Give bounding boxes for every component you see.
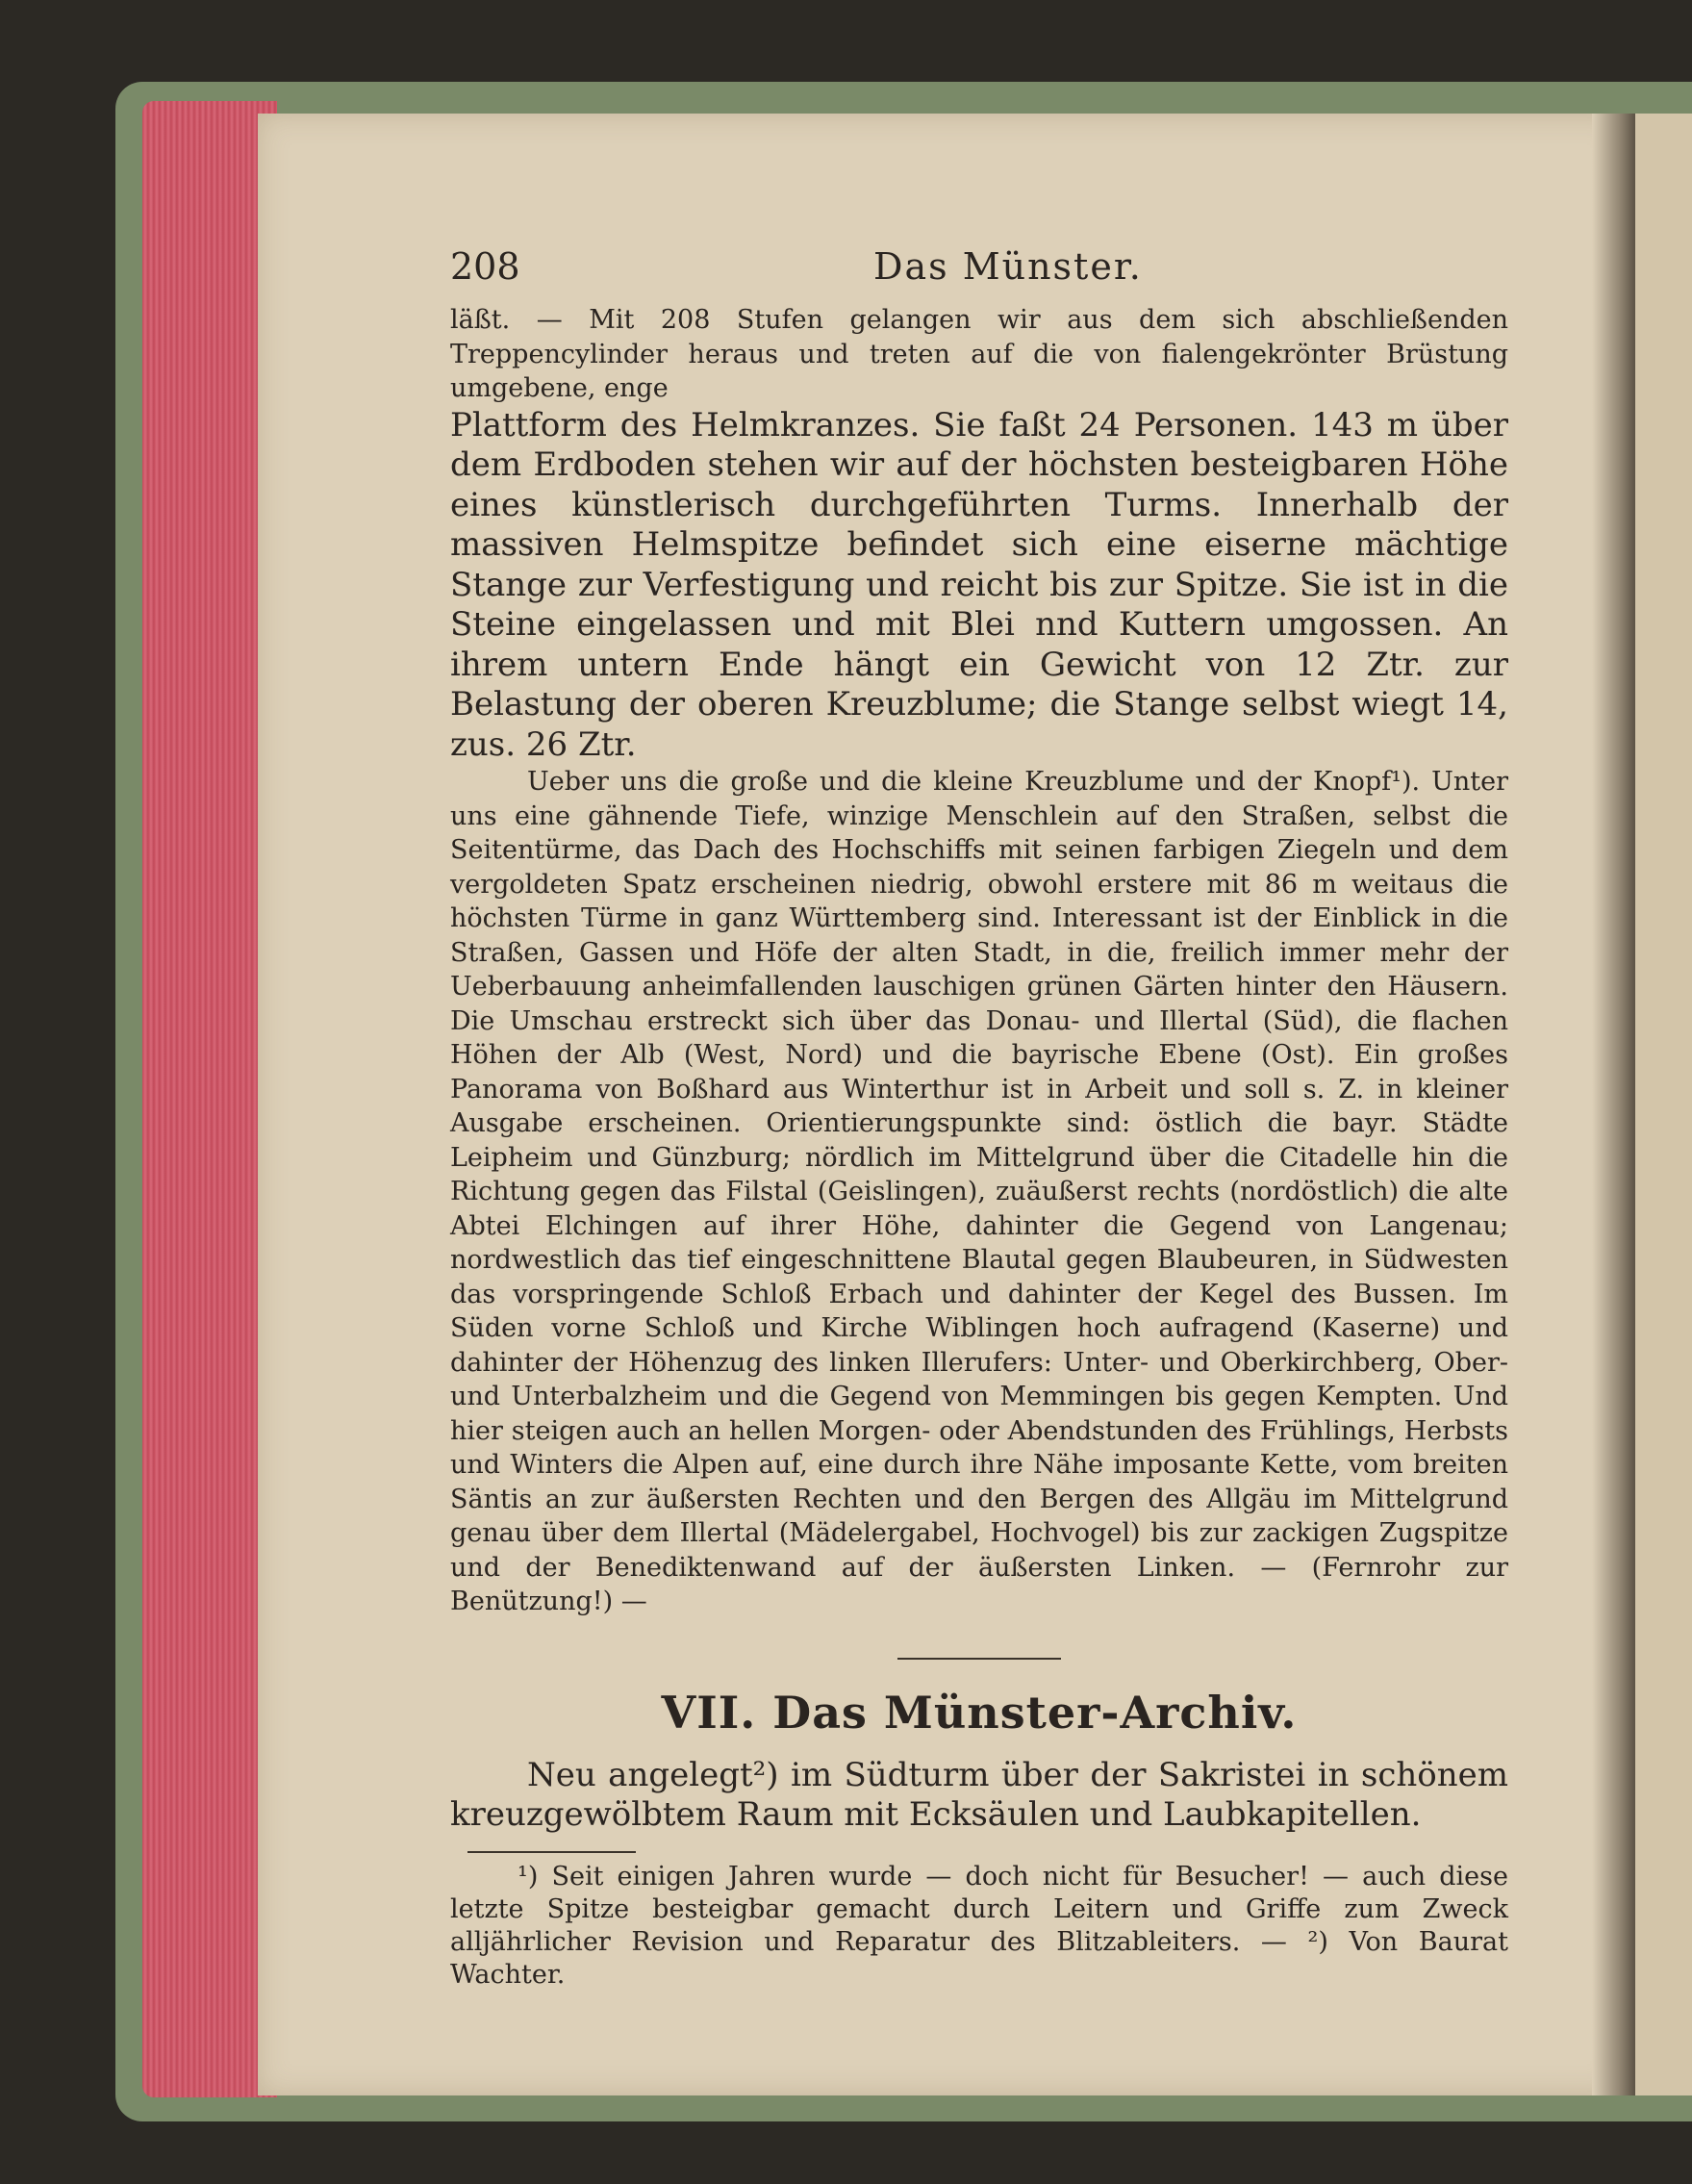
page-edges [142, 101, 277, 2097]
book-gutter [1592, 114, 1640, 2095]
page-header [450, 245, 1508, 303]
section-paragraph: Neu angelegt²) im Südturm über der Sakristei in schönem kreuzgewölbtem Raum mit Ecksäulen und Laubkapitellen. [450, 1755, 1508, 1834]
footnote-divider [467, 1851, 636, 1853]
facing-page-edge [1635, 114, 1692, 2095]
page-text-block [450, 245, 1508, 1992]
body-paragraph-1: läßt. — Mit 208 Stufen gelangen wir aus dem sich abschließenden Treppencylinder heraus und treten auf die von fialengekrönter Brüstung umgebene, enge [450, 305, 1508, 403]
section-heading: VII. Das Münster-Archiv. [661, 1686, 1298, 1739]
section-divider [897, 1658, 1061, 1660]
page-number: 208 [450, 245, 520, 288]
body-paragraph-2: Plattform des Helmkranzes. Sie faßt 24 Personen. 143 m über dem Erdboden stehen wir auf der höchsten besteigbaren Höhe eines künstlerisch durchgeführten Turms. Innerhalb der massiven Helmspitze befindet sich eine eiserne mächtige Stange zur Verfestigung und reicht bis zur Spitze. Sie ist in die Steine eingelassen und mit Blei nnd Kuttern umgossen. An ihrem untern Ende hängt ein Gewicht von 12 Ztr. zur Belastung der oberen Kreuzblume; die Stange selbst wiegt 14, zus. 26 Ztr. [450, 405, 1508, 764]
footnotes: ¹) Seit einigen Jahren wurde — doch nicht für Besucher! — auch diese letzte Spitze besteigbar gemacht durch Leitern und Griffe zum Zweck alljährlicher Revision und Reparatur des Blitzableiters. — ²) Von Baurat Wachter. [450, 1861, 1508, 1990]
body-paragraph-3: Ueber uns die große und die kleine Kreuzblume und der Knopf¹). Unter uns eine gähnende Tiefe, winzige Menschlein auf den Straßen, selbst die Seitentürme, das Dach des Hochschiffs mit seinen farbigen Ziegeln und dem vergoldeten Spatz erscheinen niedrig, obwohl erstere mit 86 m weitaus die höchsten Türme in ganz Württemberg sind. Interessant ist der Einblick in die Straßen, Gassen und Höfe der alten Stadt, in die, freilich immer mehr der Ueberbauung anheimfallenden lauschigen grünen Gärten hinter den Häusern. Die Umschau erstreckt sich über das Donau- und Illertal (Süd), die flachen Höhen der Alb (West, Nord) und die bayrische Ebene (Ost). Ein großes Panorama von Boßhard aus Winterthur ist in Arbeit und soll s. Z. in kleiner Ausgabe erscheinen. Orientierungspunkte sind: östlich die bayr. Städte Leipheim und Günzburg; nördlich im Mittelgrund über die Citadelle hin die Richtung gegen das Filstal (Geislingen), zuäußerst rechts (nordöstlich) die alte Abtei Elchingen auf ihrer Höhe, dahinter die Gegend von Langenau; nordwestlich das tief eingeschnittene Blautal gegen Blaubeuren, in Südwesten das vorspringende Schloß Erbach und dahinter der Kegel des Bussen. Im Süden vorne Schloß und Kirche Wiblingen hoch aufragend (Kaserne) und dahinter der Höhenzug des linken Illerufers: Unter- und Oberkirchberg, Ober- und Unterbalzheim und die Gegend von Memmingen bis gegen Kempten. Und hier steigen auch an hellen Morgen- oder Abendstunden des Frühlings, Herbsts und Winters die Alpen auf, eine durch ihre Nähe imposante Kette, vom breiten Säntis an zur äußersten Rechten und den Bergen des Allgäu im Mittelgrund genau über dem Illertal (Mädelergabel, Hochvogel) bis zur zackigen Zugspitze und der Benediktenwand auf der äußersten Linken. — (Fernrohr zur Benützung!) — [450, 767, 1508, 1616]
running-title: Das Münster. [873, 245, 1143, 288]
